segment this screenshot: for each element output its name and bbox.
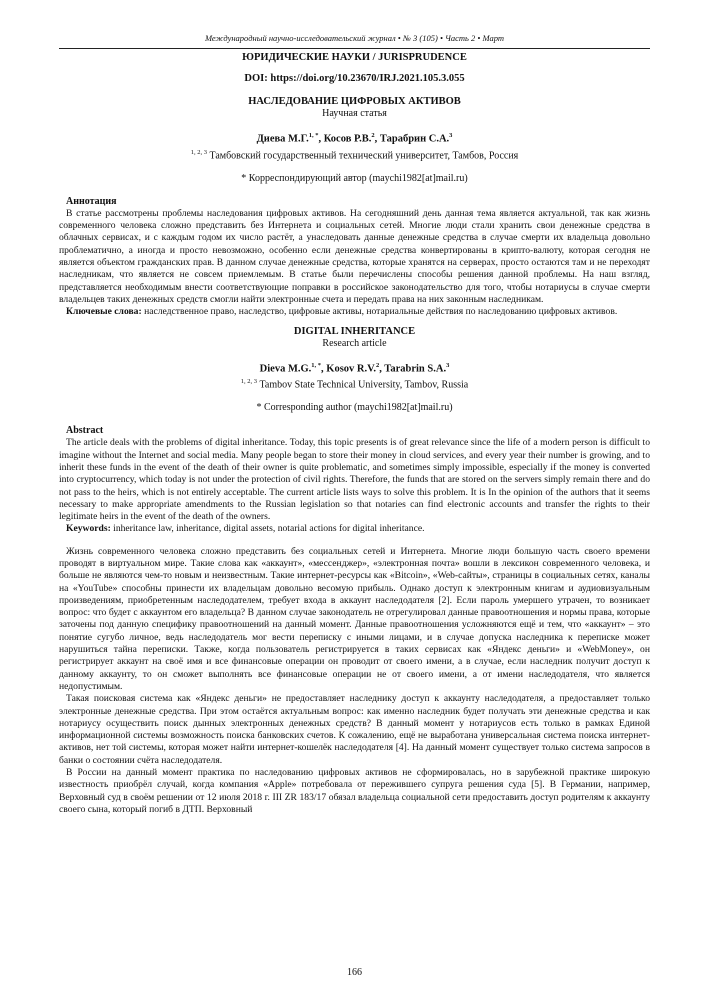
abstract-en: The article deals with the problems of digital inheritance. Today, this topic presents is of great relevance since the life of a modern person is difficult to imagine without the Internet and social media. Many people began to store their money in cloud services, and every year their number is growing, and to inherit these funds in the event of the death of their owner is quite problematic, and sometimes simply impossible, especially if the money is converted into cryptocurrency, which today is not under the protection of civil rights. Therefore, the funds that are stored on the servers simply remain there and do not pass to the heirs, which is not entirely acceptable. The current article lists ways to solve this problem. It is In the opinion of the authors that it seems necessary to make appropriate amendments to the Russian legislation so that notaries can find electronic accounts and transfer the rights to their legitimate heirs in the event of the death of the owners. — [59, 437, 650, 523]
keywords-en: Keywords: inheritance law, inheritance, digital assets, notarial actions for digital inheritance. — [66, 523, 425, 535]
article-title-en: DIGITAL INHERITANCE — [293, 325, 416, 337]
body-paragraph-2: Такая поисковая система как «Яндекс деньги» не предоставляет наследнику доступ к аккаунту наследодателя, а предоставляет только электронные денежные средства. При этом остаётся актуальным вопрос: как именно наследник будет получать эти денежные средства и как нотариусу осуществить поиск дынных электронных денежных средств? В данный момент у нотариусов есть только в рамках Единой информационной системы возможность поиска банковских счетов. К сожалению, ещё не выработана универсальная система поиска интернет-активов, нет той системы, которая может найти интернет-кошелёк наследодателя [4]. На данный момент существует только система запросов в банки о состоянии счёта наследодателя. — [59, 693, 650, 766]
body-paragraph-3: В России на данный момент практика по наследованию цифровых активов не сформировалась, но в зарубежной практике широкую известность приобрёл случай, когда компания «Apple» потребовала от пережившего супруга решения суда [5]. В Германии, например, Верховный суд в своём решении от 12 июля 2018 г. III ZR 183/17 обязал владельца социальной сети предоставить доступ родителям к аккаунту своего сына, который погиб в ДТП. Верховный — [59, 767, 650, 815]
authors-ru: Диева М.Г.$^{1, *}$, Косов Р.В.$^2$, Тарабрин С.А.$^3$ — [256, 132, 453, 145]
abstract-label-ru: Аннотация — [66, 195, 117, 207]
affiliation-ru: $^{1, 2, 3}$ Тамбовский государственный технический университет, Тамбов, Россия — [190, 148, 519, 161]
article-title-ru: НАСЛЕДОВАНИЕ ЦИФРОВЫХ АКТИВОВ — [248, 96, 461, 107]
page-number: 166 — [347, 967, 362, 978]
abstract-label-en: Abstract — [66, 425, 104, 437]
keywords-ru: Ключевые слова: наследственное право, наследство, цифровые активы, нотариальные действия по наследованию цифровых активов. — [66, 306, 618, 318]
header-divider — [59, 48, 650, 49]
article-type-ru: Научная статья — [322, 108, 387, 119]
running-head: Международный научно-исследовательский журнал • № 3 (105) • Часть 2 • Март — [204, 33, 505, 43]
affiliation-en: $^{1, 2, 3}$ Tambov State Technical University, Tambov, Russia — [240, 378, 469, 391]
page — [59, 0, 650, 816]
corresponding-author-ru: * Корреспондирующий автор (maychi1982[at]mail.ru) — [241, 172, 468, 184]
authors-en: Dieva M.G.$^{1, *}$, Kosov R.V.$^2$, Tarabrin S.A.$^3$ — [259, 361, 450, 374]
section-heading: ЮРИДИЧЕСКИЕ НАУКИ / JURISPRUDENCE — [242, 52, 467, 63]
corresponding-author-en: * Corresponding author (maychi1982[at]mail.ru) — [256, 402, 453, 414]
abstract-ru: В статье рассмотрены проблемы наследования цифровых активов. На сегодняшний день данная тема является актуальной, так как жизнь современного человека сложно представить без Интернета и социальных сетей. Многие люди стали хранить свои денежные средства в облачных сервисах, и с каждым годом их число растёт, а унаследовать данные денежные средства в случае смерти их владельца довольно проблематично, а иногда и просто невозможно, особенно если денежные средства конвертированы в крипто-валюту, которая сегодня не является объектом гражданских прав. В данном случае денежные средства, которые хранятся на серверах, просто остаются там и не переходят наследникам, что является не совсем приемлемым. В статье были перечислены способы решения данной проблемы. На наш взгляд, представляется необходимым внести соответствующие поправки в российское законодательство для того, чтобы нотариусы в случае смерти владельцев таких денежных средств смогли найти электронные счета и передать права на них законным наследникам. — [59, 207, 650, 305]
article-type-en: Research article — [322, 337, 387, 349]
body-paragraph-1: Жизнь современного человека сложно представить без социальных сетей и Интернета. Многие люди большую часть своего времени проводят в виртуальном мире. Такие слова как «аккаунт», «мессенджер», «электронная почта» вошли в лексикон современного человека, и больше не являются чем-то новым и неизвестным. Такие интернет-ресурсы как «Bitcoin», «Web-сайты», страницы в социальных сетях, каналы на «YouTube» способны принести их владельцам довольно весомую прибыль. Однако доступ к электронным книгам и аудиовизуальным произведениям, приобретенным наследодателем, требует входа в аккаунт наследодателя [2]. Если пароль умершего утрачен, то возникает вопрос: что будет с аккаунтом его владельца? В данном случае законодатель не отрегулировал данные правоотношения и нормы права, которые заточены под данную специфику правоотношений на данный момент. Данные правоотношения усложняются ещё и тем, что «аккаунт» – это понятие сугубо личное, ведь наследодатель мог вести переписку с иными лицами, и в случае допуска наследника к переписке может нарушиться тайна переписки. Также, когда пользователь регистрируется в таких сервисах как «Яндекс деньги» и «WebMoney», он регистрирует аккаунт на своё имя и все финансовые операции он проводит от своего имени, а в случае, если наследник получит доступ к данному аккаунту, то он сможет выполнять все финансовые операции не от своего имени, а от имени наследодателя, что является недопустимым. — [59, 545, 650, 692]
doi-line: DOI: https://doi.org/10.23670/IRJ.2021.105.3.055 — [244, 73, 465, 84]
